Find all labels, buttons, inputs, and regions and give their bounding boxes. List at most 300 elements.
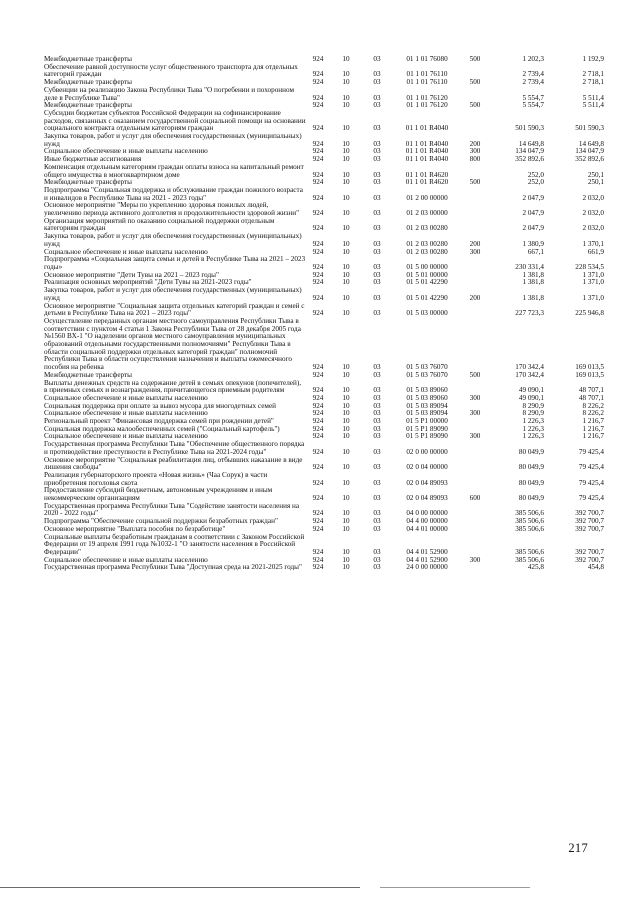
row-target-article: 01 1 01 R4620 [405,170,449,179]
table-row [44,380,604,395]
row-name: Государственная программа Республики Тыва "Доступная среда на 2021-2025 годы" [44,563,302,572]
row-name: Обеспечение равной доступности услуг общественного транспорта для отдельных категорий граждан [44,62,298,79]
row-expense-type [462,272,488,280]
row-value-second: 1 216,7 [582,424,604,433]
row-name: Иные бюджетные ассигнования [44,155,142,164]
row-grbs: 924 [312,363,324,372]
row-section: 10 [342,447,350,456]
row-target-article: 01 1 01 R4040 [405,147,449,156]
row-name: Основное мероприятие "Меры по укреплению здоровья пожилых людей, увеличению периода активного долголетия и продолжительности здоровой жизни" [44,201,300,218]
row-value-second: 1 371,0 [582,270,604,279]
row-grbs: 924 [312,424,324,433]
row-value-first: 49 090,1 [518,386,544,395]
row-target-article: 04 0 00 00000 [406,509,448,518]
row-target-article: 01 2 03 00280 [406,247,448,256]
row-target-article: 01 1 01 R4040 [405,124,449,133]
row-grbs: 924 [312,370,324,379]
row-target-article: 01 5 03 89094 [406,409,448,418]
row-subsection: 03 [373,239,381,248]
row-expense-type [462,526,488,534]
row-subsection: 03 [373,555,381,564]
row-section: 10 [342,309,350,318]
row-value-first: 2 047,9 [522,193,544,202]
table-row [44,534,604,557]
table-row [44,110,604,133]
row-subsection: 03 [373,170,381,179]
table-row [44,487,604,502]
row-value-first: 385 506,6 [515,548,544,556]
row-subsection: 03 [373,548,381,556]
row-target-article: 01 5 01 00000 [406,270,448,279]
row-value-second: 14 649,8 [578,139,604,148]
table-row [44,441,604,456]
row-name: Социальная поддержка малообеспеченных семей ("Социальный картофель") [44,424,280,433]
row-grbs: 924 [312,155,324,164]
row-name: Осуществление переданных органам местного самоуправления Республики Тыва в соответствии с пунктом 4 статьи 1 Закона Республики Тыва от 28 декабря 2005 года №1560 ВХ-1 "О наделении органов местного самоуправления муниципальных образований отдельными государственными полномочиями" Республики Тыва в области социальной поддержки отдельных категорий граждан" полномочий Республики Тыва в области осуществления назначения и выплаты ежемесячного пособия на ребенка [44,316,301,372]
row-section: 10 [342,239,350,248]
row-value-second: 2 718,1 [582,70,604,79]
row-name: Государственная программа Республики Тыва "Содействие занятости населения на 2020 - 2022 годы" [44,501,300,518]
row-value-second: 134 047,9 [575,147,604,156]
row-subsection: 03 [373,70,381,79]
row-value-second: 1 216,7 [582,432,604,441]
row-value-first: 1 226,3 [522,417,544,426]
row-expense-type: 500 [469,101,481,110]
row-value-second: 48 707,1 [578,386,604,395]
row-grbs: 924 [312,124,324,133]
row-name: Основное мероприятие "Социальная защита отдельных категорий граждан и семей с детьми в Республике Тыва на 2021 – 2023 годы" [44,301,305,318]
row-section: 10 [342,409,350,418]
row-subsection: 03 [373,278,381,287]
row-subsection: 03 [373,432,381,441]
row-expense-type [462,202,488,217]
row-value-second: 501 590,3 [575,124,604,133]
row-grbs: 924 [312,93,324,102]
row-value-first: 385 506,6 [515,555,544,564]
row-grbs: 924 [312,55,324,63]
row-subsection: 03 [373,370,381,379]
row-expense-type [462,279,488,287]
row-subsection: 03 [373,78,381,87]
row-value-second: 79 425,4 [578,478,604,487]
row-name: Государственная программа Республики Тыва "Обеспечение общественного порядка и противодействие преступности в Республике Тыва на 2021-2024 годы" [44,440,305,456]
row-value-first: 80 049,9 [518,494,544,503]
row-value-second: 79 425,4 [578,447,604,456]
row-value-second: 392 700,7 [575,548,604,556]
row-grbs: 924 [312,417,324,426]
row-value-second: 1 370,1 [582,239,604,248]
row-section: 10 [342,124,350,133]
row-value-first: 230 331,4 [515,262,544,271]
row-value-first: 385 506,6 [515,517,544,526]
table-row [44,87,604,102]
row-target-article: 04 4 00 00000 [406,517,448,526]
row-subsection: 03 [373,124,381,133]
row-grbs: 924 [312,393,324,402]
row-value-first: 8 290,9 [522,401,544,410]
row-section: 10 [342,170,350,179]
row-section: 10 [342,270,350,279]
row-grbs: 924 [312,386,324,395]
row-value-first: 252,0 [527,178,544,187]
row-value-first: 385 506,6 [515,509,544,518]
row-name: Выплаты денежных средств на содержание детей в семьях опекунов (попечителей), в приемных семьях и вознаграждения, причитающегося приемным родителям [44,378,302,395]
row-value-first: 385 506,6 [515,524,544,533]
row-value-second: 169 013,5 [575,363,604,372]
row-grbs: 924 [312,447,324,456]
row-value-first: 14 649,8 [518,139,544,148]
row-expense-type: 300 [469,555,481,564]
row-subsection: 03 [373,101,381,110]
row-value-first: 352 892,6 [515,155,544,164]
row-value-first: 170 342,4 [515,370,544,379]
row-value-first: 667,1 [527,247,544,256]
row-section: 10 [342,517,350,526]
row-expense-type: 300 [469,432,481,441]
row-grbs: 924 [312,409,324,418]
table-row [44,233,604,248]
row-name: Основное мероприятие "Социальная реабилитация лиц, отбывших наказание в виде лишения свободы" [44,455,303,472]
row-name: Реализация основных мероприятий "Дети Тувы на 2021-2023 годы" [44,278,252,287]
row-expense-type: 300 [469,147,481,156]
row-grbs: 924 [312,278,324,287]
row-expense-type [462,564,488,572]
row-grbs: 924 [312,262,324,271]
row-section: 10 [342,363,350,372]
row-target-article: 01 5 00 00000 [406,262,448,271]
row-target-article: 01 2 03 00280 [406,224,448,233]
row-name: Межбюджетные трансферты [44,55,132,63]
row-value-first: 80 049,9 [518,447,544,456]
row-grbs: 924 [312,401,324,410]
row-value-first: 1 226,3 [522,424,544,433]
row-section: 10 [342,139,350,148]
row-value-first: 1 381,8 [522,278,544,287]
row-subsection: 03 [373,447,381,456]
table-row [44,187,604,202]
row-expense-type: 500 [469,78,481,87]
row-value-first: 5 554,7 [522,93,544,102]
row-grbs: 924 [312,548,324,556]
row-grbs: 924 [312,517,324,526]
row-name: Социальное обеспечение и иные выплаты населению [44,393,208,402]
row-value-second: 392 700,7 [575,524,604,533]
row-value-second: 392 700,7 [575,517,604,526]
row-grbs: 924 [312,463,324,472]
row-subsection: 03 [373,247,381,256]
row-expense-type [462,441,488,456]
row-name: Межбюджетные трансферты [44,78,132,87]
row-target-article: 02 0 04 89093 [406,478,448,487]
row-section: 10 [342,386,350,395]
row-value-first: 80 049,9 [518,463,544,472]
row-expense-type [462,64,488,79]
row-subsection: 03 [373,178,381,187]
row-value-second: 2 032,0 [582,224,604,233]
row-target-article: 01 5 01 42290 [406,293,448,302]
row-value-first: 1 380,9 [522,239,544,248]
row-value-second: 79 425,4 [578,494,604,503]
row-name: Субсидии бюджетам субъектов Российской Федерации на софинансирование расходов, связанных с оказанием государственной социальной помощи на основании социального контракта отдельным категориям граждан [44,108,306,133]
row-value-second: 5 511,4 [582,93,604,102]
row-grbs: 924 [312,170,324,179]
row-target-article: 04 4 01 00000 [406,524,448,533]
row-name: Межбюджетные трансферты [44,178,132,187]
row-value-first: 1 202,3 [522,55,544,63]
row-subsection: 03 [373,517,381,526]
row-target-article: 01 1 01 76110 [406,78,448,87]
row-section: 10 [342,178,350,187]
row-section: 10 [342,209,350,218]
row-expense-type: 300 [469,393,481,402]
budget-table [44,56,604,572]
row-value-first: 2 739,4 [522,70,544,79]
row-grbs: 924 [312,247,324,256]
row-value-first: 134 047,9 [515,147,544,156]
row-name: Организация мероприятий по оказанию социальной поддержки отдельным категориям граждан [44,216,275,233]
row-value-second: 1 371,0 [582,278,604,287]
footer-rule [0,887,360,888]
table-row [44,64,604,79]
row-value-second: 79 425,4 [578,463,604,472]
row-subsection: 03 [373,563,381,572]
row-value-first: 501 590,3 [515,124,544,133]
row-section: 10 [342,247,350,256]
row-grbs: 924 [312,209,324,218]
row-subsection: 03 [373,139,381,148]
row-name: Региональный проект "Финансовая поддержка семей при рождении детей" [44,417,274,426]
row-value-second: 1 371,0 [582,293,604,302]
row-name: Социальное обеспечение и иные выплаты населению [44,555,208,564]
row-target-article: 01 5 03 00000 [406,309,448,318]
row-expense-type [462,418,488,426]
row-subsection: 03 [373,293,381,302]
table-row [44,457,604,472]
row-subsection: 03 [373,524,381,533]
row-grbs: 924 [312,239,324,248]
row-subsection: 03 [373,424,381,433]
row-name: Социальное обеспечение и иные выплаты населению [44,409,208,418]
row-target-article: 04 4 01 52900 [406,548,448,556]
row-target-article: 04 4 01 52900 [406,555,448,564]
row-value-second: 169 013,5 [575,370,604,379]
row-target-article: 01 5 03 89094 [406,401,448,410]
row-name: Закупка товаров, работ и услуг для обеспечения государственных (муниципальных) нужд [44,286,302,302]
row-subsection: 03 [373,386,381,395]
row-name: Социальное обеспечение и иные выплаты населению [44,147,208,156]
row-target-article: 01 5 P1 89090 [406,424,448,433]
row-grbs: 924 [312,101,324,110]
row-value-second: 1 216,7 [582,417,604,426]
row-name: Субвенции на реализацию Закона Республики Тыва "О погребении и похоронном деле в Республике Тыва" [44,85,295,102]
row-expense-type [462,87,488,102]
row-grbs: 924 [312,309,324,318]
row-value-second: 392 700,7 [575,509,604,518]
table-row [44,318,604,372]
row-section: 10 [342,509,350,518]
row-expense-type [462,256,488,271]
row-name: Основное мероприятие "Дети Тувы на 2021 – 2023 годы" [44,270,219,279]
row-subsection: 03 [373,509,381,518]
row-subsection: 03 [373,309,381,318]
row-target-article: 01 5 03 89060 [406,393,448,402]
row-value-second: 2 718,1 [582,78,604,87]
row-target-article: 01 1 01 76120 [406,93,448,102]
row-target-article: 01 5 P1 00000 [406,417,448,426]
row-grbs: 924 [312,509,324,518]
row-value-first: 227 723,3 [515,309,544,318]
row-target-article: 01 1 01 76080 [406,55,448,63]
row-expense-type [462,518,488,526]
table-row [44,133,604,148]
row-section: 10 [342,262,350,271]
row-value-first: 1 381,8 [522,270,544,279]
row-name: Межбюджетные трансферты [44,101,132,110]
row-grbs: 924 [312,563,324,572]
row-name: Основное мероприятие "Выплата пособия по безработице" [44,524,226,533]
row-section: 10 [342,432,350,441]
row-name: Закупка товаров, работ и услуг для обеспечения государственных (муниципальных) нужд [44,232,302,248]
row-value-second: 8 226,2 [582,401,604,410]
row-section: 10 [342,370,350,379]
row-grbs: 924 [312,224,324,233]
row-target-article: 01 2 00 00000 [406,193,448,202]
table-row [44,202,604,217]
row-expense-type [462,380,488,395]
row-expense-type [462,472,488,487]
page-number: 217 [568,841,588,855]
row-subsection: 03 [373,478,381,487]
row-section: 10 [342,147,350,156]
row-grbs: 924 [312,270,324,279]
row-grbs: 924 [312,494,324,503]
row-value-second: 250,1 [587,178,604,187]
table-row [44,256,604,271]
row-grbs: 924 [312,524,324,533]
row-section: 10 [342,401,350,410]
row-value-second: 661,9 [587,247,604,256]
row-subsection: 03 [373,270,381,279]
row-value-second: 8 226,2 [582,409,604,418]
row-subsection: 03 [373,417,381,426]
table-row [44,472,604,487]
row-expense-type: 300 [469,409,481,418]
row-name: Межбюджетные трансферты [44,370,132,379]
row-expense-type [462,110,488,133]
row-section: 10 [342,494,350,503]
row-target-article: 02 0 04 00000 [406,463,448,472]
row-value-first: 80 049,9 [518,478,544,487]
row-name: Социальная поддержка при оплате за вывоз мусора для многодетных семей [44,401,276,410]
row-target-article: 01 1 01 76110 [406,70,448,79]
row-grbs: 924 [312,70,324,79]
table-body [44,56,604,572]
row-value-first: 2 739,4 [522,78,544,87]
row-expense-type: 200 [469,139,481,148]
row-target-article: 01 5 01 42290 [406,278,448,287]
row-grbs: 924 [312,178,324,187]
row-expense-type [462,187,488,202]
row-expense-type: 500 [469,370,481,379]
row-expense-type [462,503,488,518]
row-grbs: 924 [312,139,324,148]
row-value-second: 2 032,0 [582,193,604,202]
row-name: Социальное обеспечение и иные выплаты населению [44,432,208,441]
row-target-article: 01 2 03 00280 [406,239,448,248]
row-target-article: 01 5 P1 89090 [406,432,448,441]
row-subsection: 03 [373,224,381,233]
row-section: 10 [342,70,350,79]
table-row [44,503,604,518]
row-value-second: 1 192,9 [582,55,604,63]
row-target-article: 01 1 01 R4620 [405,178,449,187]
row-value-second: 352 892,6 [575,155,604,164]
row-section: 10 [342,555,350,564]
row-expense-type [462,318,488,372]
table-row [44,218,604,233]
row-subsection: 03 [373,393,381,402]
row-subsection: 03 [373,55,381,63]
row-target-article: 24 0 00 00000 [406,563,448,572]
row-subsection: 03 [373,155,381,164]
table-row [44,164,604,179]
row-section: 10 [342,93,350,102]
row-section: 10 [342,293,350,302]
row-value-second: 228 534,5 [575,262,604,271]
row-section: 10 [342,463,350,472]
row-expense-type [462,534,488,557]
row-value-first: 1 226,3 [522,432,544,441]
row-name: Подпрограмма "Обеспечение социальной поддержки безработных граждан" [44,517,278,526]
row-grbs: 924 [312,78,324,87]
row-value-second: 5 511,4 [582,101,604,110]
row-subsection: 03 [373,409,381,418]
row-target-article: 02 0 00 00000 [406,447,448,456]
row-target-article: 01 2 03 00000 [406,209,448,218]
row-subsection: 03 [373,209,381,218]
row-section: 10 [342,224,350,233]
row-target-article: 01 5 03 76070 [406,363,448,372]
row-name: Социальные выплаты безработным гражданам в соответствии с Законом Российской Федерации от 19 апреля 1991 года №1032-1 "О занятости населения в Российской Федерации" [44,532,305,556]
row-expense-type: 200 [469,293,481,302]
row-name: Закупка товаров, работ и услуг для обеспечения государственных (муниципальных) нужд [44,132,302,148]
row-section: 10 [342,548,350,556]
row-value-first: 425,8 [527,563,544,572]
row-subsection: 03 [373,494,381,503]
row-subsection: 03 [373,363,381,372]
row-grbs: 924 [312,478,324,487]
row-grbs: 924 [312,193,324,202]
row-target-article: 02 0 04 89093 [406,494,448,503]
row-expense-type: 800 [469,155,481,164]
footer-rule-right [380,887,530,888]
row-name: Компенсация отдельным категориям граждан оплаты взноса на капитальный ремонт общего имущества в многоквартирном доме [44,162,304,179]
row-expense-type [462,164,488,179]
row-subsection: 03 [373,193,381,202]
row-subsection: 03 [373,147,381,156]
row-value-second: 392 700,7 [575,555,604,564]
row-value-second: 48 707,1 [578,393,604,402]
row-grbs: 924 [312,293,324,302]
row-value-first: 1 381,8 [522,293,544,302]
row-section: 10 [342,563,350,572]
row-section: 10 [342,278,350,287]
row-section: 10 [342,193,350,202]
row-expense-type [462,457,488,472]
row-value-first: 5 554,7 [522,101,544,110]
row-value-first: 49 090,1 [518,393,544,402]
row-value-second: 2 032,0 [582,209,604,218]
